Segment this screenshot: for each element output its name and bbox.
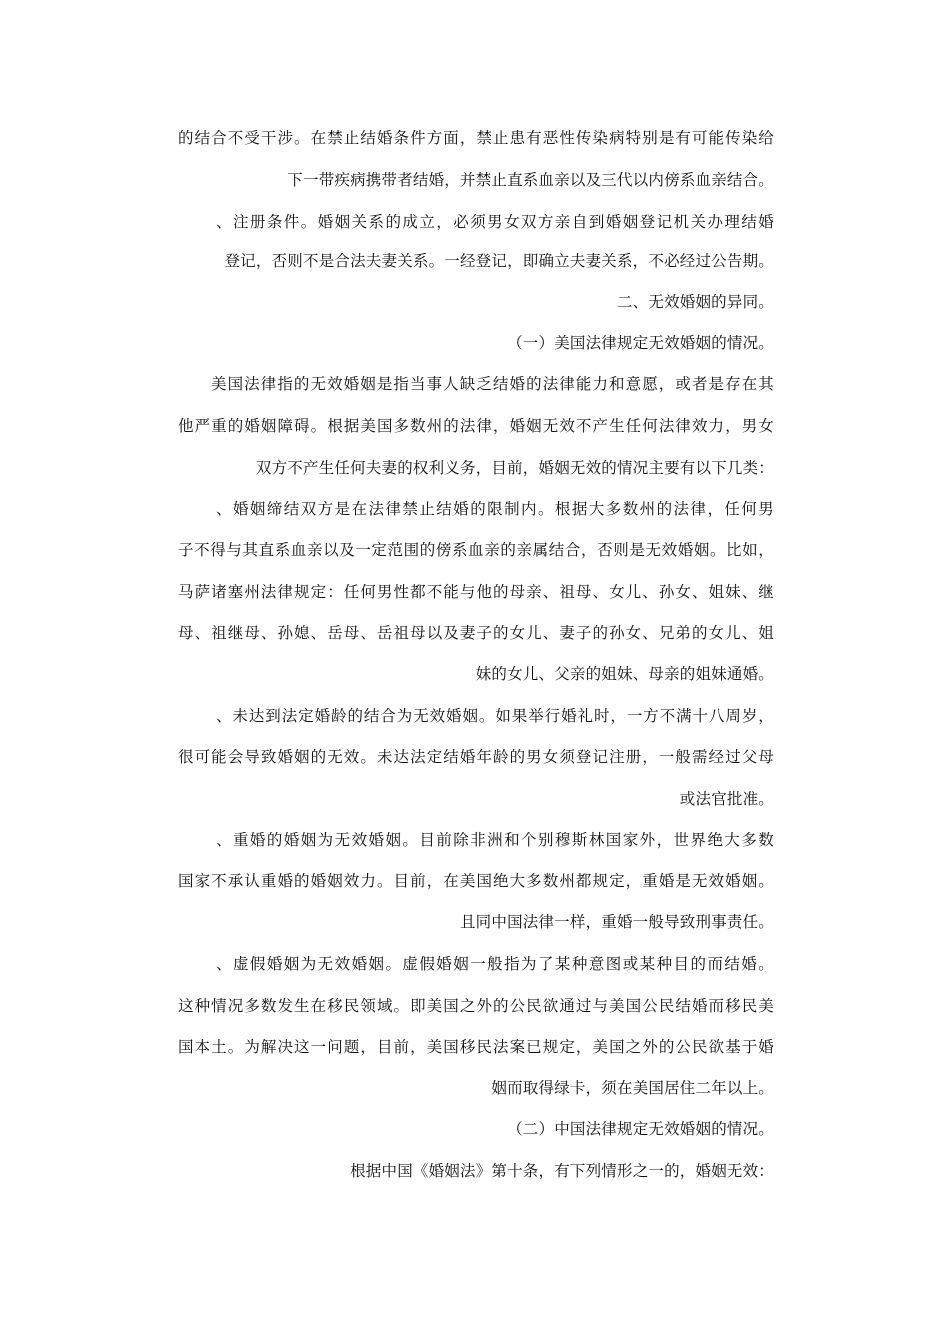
text-line: 、未达到法定婚龄的结合为无效婚姻。如果举行婚礼时，一方不满十八周岁， [216,707,774,725]
text-line: 很可能会导致婚姻的无效。未达法定结婚年龄的男女须登记注册，一般需经过父母 [178,748,774,766]
text-line: 、婚姻缔结双方是在法律禁止结婚的限制内。根据大多数州的法律，任何男 [216,500,774,518]
text-line: 美国法律指的无效婚姻是指当事人缺乏结婚的法律能力和意愿，或者是存在其 [211,375,774,393]
subsection-heading: （一）美国法律规定无效婚姻的情况。 [507,334,774,352]
text-line: 国本土。为解决这一问题，目前，美国移民法案已规定，美国之外的公民欲基于婚 [178,1038,774,1056]
text-line: 、注册条件。婚姻关系的成立，必须男女双方亲自到婚姻登记机关办理结婚 [216,213,774,231]
section-heading: 二、无效婚姻的异同。 [616,293,774,311]
text-line: 他严重的婚姻障碍。根据美国多数州的法律，婚姻无效不产生任何法律效力，男女 [178,417,774,435]
text-line: 、虚假婚姻为无效婚姻。虚假婚姻一般指为了某种意图或某种目的而结婚。 [216,955,774,973]
text-line: 下一带疾病携带者结婚，并禁止直系血亲以及三代以内傍系血亲结合。 [287,171,774,189]
text-line: 马萨诸塞州法律规定：任何男性都不能与他的母亲、祖母、女儿、孙女、姐妹、继 [178,583,774,601]
text-line: 姻而取得绿卡，须在美国居住二年以上。 [491,1079,774,1097]
text-line: 的结合不受干涉。在禁止结婚条件方面，禁止患有恶性传染病特别是有可能传染给 [178,129,774,147]
text-line: 这种情况多数发生在移民领域。即美国之外的公民欲通过与美国公民结婚而移民美 [178,997,774,1015]
text-line: 、重婚的婚姻为无效婚姻。目前除非洲和个别穆斯林国家外，世界绝大多数 [216,831,774,849]
text-line: 且同中国法律一样，重婚一般导致刑事责任。 [459,913,774,931]
text-line: 妹的女儿、父亲的姐妹、母亲的姐妹通婚。 [475,665,774,683]
text-line: 根据中国《婚姻法》第十条，有下列情形之一的，婚姻无效： [350,1162,774,1180]
text-line: 双方不产生任何夫妻的权利义务，目前，婚姻无效的情况主要有以下几类： [255,459,774,477]
text-line: 或法官批准。 [679,790,774,808]
text-line: 子不得与其直系血亲以及一定范围的傍系血亲的亲属结合，否则是无效婚姻。比如， [178,541,774,559]
text-line: 登记，否则不是合法夫妻关系。一经登记，即确立夫妻关系，不必经过公告期。 [224,252,774,270]
text-line: 母、祖继母、孙媳、岳母、岳祖母以及妻子的女儿、妻子的孙女、兄弟的女儿、姐 [178,624,774,642]
subsection-heading: （二）中国法律规定无效婚姻的情况。 [507,1120,774,1138]
text-line: 国家不承认重婚的婚姻效力。目前，在美国绝大多数州都规定，重婚是无效婚姻。 [178,872,774,890]
